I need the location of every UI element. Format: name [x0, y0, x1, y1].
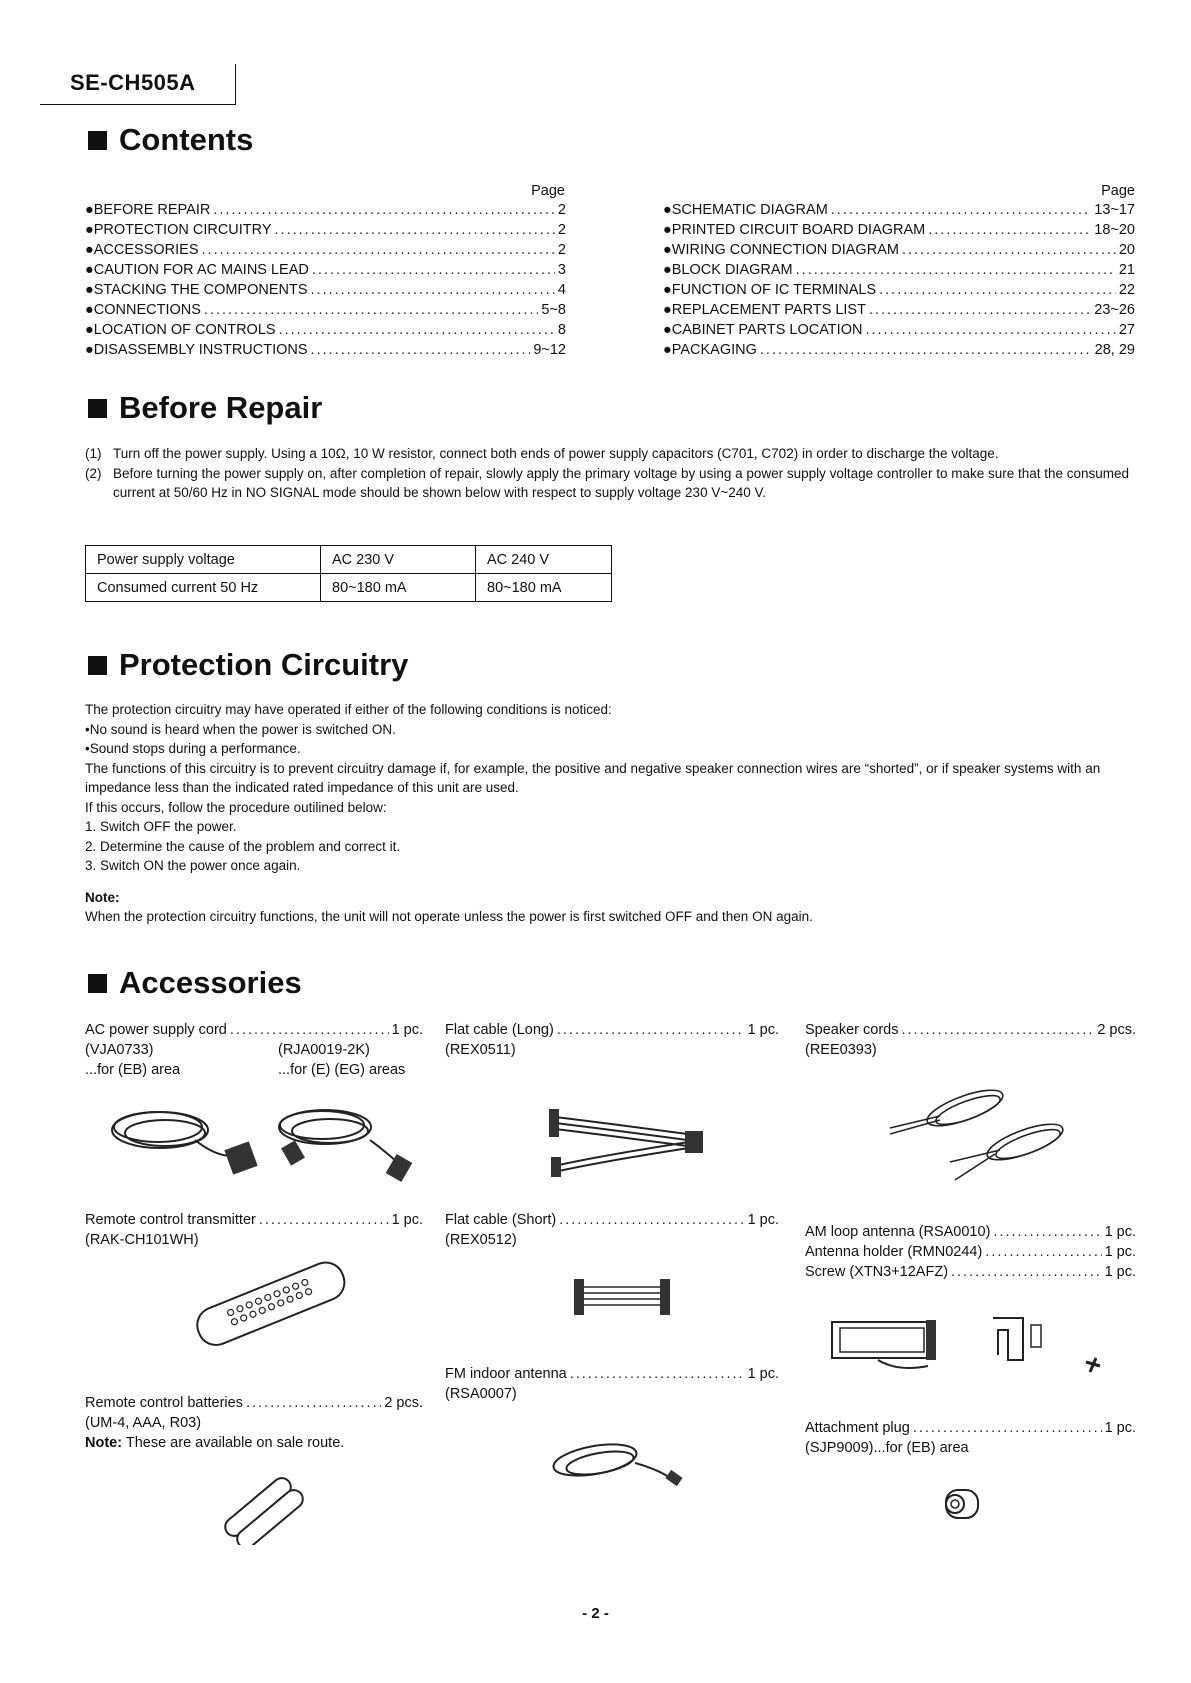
- page-number: - 2 -: [582, 1605, 609, 1622]
- contents-heading: Contents: [88, 122, 253, 158]
- toc-entry[interactable]: ●STACKING THE COMPONENTS ..... 4: [85, 280, 566, 300]
- accessory-flat-cable-short: Flat cable (Short) ..... 1 pc. (REX0512): [445, 1210, 779, 1250]
- toc-entry[interactable]: ●BLOCK DIAGRAM ..... 21: [663, 260, 1135, 280]
- toc-entry[interactable]: ●SCHEMATIC DIAGRAM ..... 13~17: [663, 200, 1135, 220]
- protection-note-label: Note:: [85, 889, 120, 905]
- fm-antenna-image: [545, 1425, 695, 1495]
- toc-entry[interactable]: ●WIRING CONNECTION DIAGRAM ..... 20: [663, 240, 1135, 260]
- accessory-remote: Remote control transmitter ..... 1 pc. (RAK-CH101WH): [85, 1210, 423, 1250]
- remote-control-image: [185, 1255, 355, 1350]
- flat-cable-short-image: [570, 1275, 675, 1320]
- before-repair-heading: Before Repair: [88, 390, 322, 426]
- before-repair-steps: [85, 444, 1135, 503]
- heading-square-icon: [88, 399, 107, 418]
- attachment-plug-image: [938, 1484, 988, 1524]
- toc-entry[interactable]: ●CONNECTIONS ..... 5~8: [85, 300, 566, 320]
- speaker-cords-image: [880, 1080, 1080, 1185]
- repair-step: (1) Turn off the power supply. Using a 10Ω, 10 W resistor, connect both ends of power supply capacitors (C701, C702) in order to discharge the voltage.: [85, 446, 999, 461]
- repair-step: (2) Before turning the power supply on, after completion of repair, slowly apply the primary voltage by using a power supply voltage controller to make sure that the consumed current at 50/60 Hz in NO SIGNAL mode should be shown below with respect to supply voltage 230 V~240 V.: [85, 465, 1130, 500]
- contents-list-right: [663, 200, 1135, 360]
- batteries-image: [210, 1470, 315, 1545]
- table-row: Power supply voltage AC 230 V AC 240 V: [86, 546, 612, 574]
- toc-entry[interactable]: ●PACKAGING ..... 28, 29: [663, 340, 1135, 360]
- contents-list-left: [85, 200, 566, 360]
- accessory-flat-cable-long: Flat cable (Long) ..... 1 pc. (REX0511): [445, 1020, 779, 1060]
- ac-cord-image: [100, 1095, 420, 1185]
- accessory-ac-cord: AC power supply cord ..... 1 pc. (VJA0733) (RJA0019-2K) ...for (EB) area ...for (E) (EG) areas: [85, 1020, 423, 1080]
- accessory-am-antenna-group: AM loop antenna (RSA0010) ..... 1 pc. Antenna holder (RMN0244) ..... 1 pc. Screw (XTN3+12AFZ) ..... 1 pc.: [805, 1222, 1136, 1282]
- accessory-batteries: Remote control batteries ..... 2 pcs. (UM-4, AAA, R03) Note: These are available on sale route.: [85, 1393, 423, 1453]
- toc-entry[interactable]: ●FUNCTION OF IC TERMINALS ..... 22: [663, 280, 1135, 300]
- toc-entry[interactable]: ●DISASSEMBLY INSTRUCTIONS ..... 9~12: [85, 340, 566, 360]
- accessory-speaker-cords: Speaker cords ..... 2 pcs. (REE0393): [805, 1020, 1136, 1060]
- model-number: SE-CH505A: [70, 70, 196, 95]
- protection-heading: Protection Circuitry: [88, 647, 408, 683]
- header-rule: [40, 104, 236, 105]
- toc-entry[interactable]: ●PROTECTION CIRCUITRY ..... 2: [85, 220, 566, 240]
- toc-entry[interactable]: ●LOCATION OF CONTROLS ..... 8: [85, 320, 566, 340]
- accessories-heading: Accessories: [88, 965, 302, 1001]
- accessory-attachment-plug: Attachment plug ..... 1 pc. (SJP9009)...for (EB) area: [805, 1418, 1136, 1458]
- heading-square-icon: [88, 656, 107, 675]
- toc-entry[interactable]: ●CABINET PARTS LOCATION ..... 27: [663, 320, 1135, 340]
- toc-entry[interactable]: ●BEFORE REPAIR ..... 2: [85, 200, 566, 220]
- contents-page-label-right: Page: [1101, 183, 1135, 199]
- flat-cable-long-image: [545, 1105, 705, 1180]
- heading-square-icon: [88, 131, 107, 150]
- heading-square-icon: [88, 974, 107, 993]
- toc-entry[interactable]: ●REPLACEMENT PARTS LIST ..... 23~26: [663, 300, 1135, 320]
- toc-entry[interactable]: ●ACCESSORIES ..... 2: [85, 240, 566, 260]
- contents-page-label-left: Page: [531, 183, 565, 199]
- accessory-fm-antenna: FM indoor antenna ..... 1 pc. (RSA0007): [445, 1364, 779, 1404]
- am-antenna-image: [828, 1310, 1128, 1390]
- protection-body: The protection circuitry may have operated if either of the following conditions is noticed: •No sound is heard when the power is switched ON. •Sound stops during a performance. The functions of this circuitry is to prevent circuitry damage if, for example, the positive and negative speaker connection wires are “shorted”, or if speaker systems with an impedance less than the indicated rated impedance of this unit are used. If this occurs, follow the procedure outilined below: 1. Switch OFF the power. 2. Determine the cause of the problem and correct it. 3. Switch ON the power once again. Note: When the protection circuitry functions, the unit will not operate unless the power is first switched OFF and then ON again.: [85, 700, 1135, 927]
- header-tick: [235, 64, 236, 105]
- protection-note-text: When the protection circuitry functions, the unit will not operate unless the power is first switched OFF and then ON again.: [85, 909, 813, 924]
- toc-entry[interactable]: ●PRINTED CIRCUIT BOARD DIAGRAM ..... 18~20: [663, 220, 1135, 240]
- power-spec-table: [85, 545, 612, 602]
- table-row: Consumed current 50 Hz 80~180 mA 80~180 mA: [86, 574, 612, 602]
- toc-entry[interactable]: ●CAUTION FOR AC MAINS LEAD ..... 3: [85, 260, 566, 280]
